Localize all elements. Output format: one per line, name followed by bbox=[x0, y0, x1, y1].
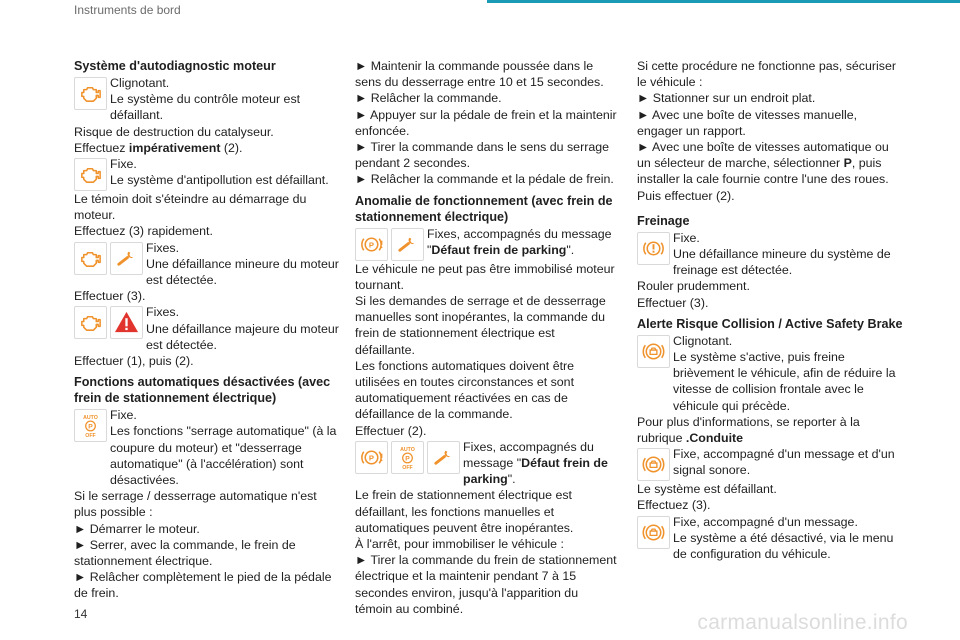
text-line: Effectuer (1), puis (2). bbox=[74, 354, 194, 369]
bullet-step: ► Tirer la commande dans le sens du serrage pendant 2 secondes. bbox=[355, 140, 610, 171]
indicator-row bbox=[74, 156, 342, 191]
bullet-step: ► Tirer la commande du frein de stationnement électrique et la maintenir pendant 7 à 15 secondes environ, jusqu'à l'apparition du témoin au combiné. bbox=[355, 553, 617, 616]
bullet-step: ► Maintenir la commande poussée dans le sens du desserrage entre 10 et 15 secondes. bbox=[355, 59, 604, 90]
heading-parking-brake-fault: Anomalie de fonctionnement (avec frein de stationnement électrique) bbox=[355, 193, 613, 224]
indicator-row bbox=[74, 304, 342, 353]
bullet-step: ► Avec une boîte de vitesses manuelle, engager un rapport. bbox=[637, 107, 858, 138]
heading-collision-alert: Alerte Risque Collision / Active Safety Brake bbox=[637, 316, 903, 331]
text-line: Fixes. bbox=[146, 305, 180, 320]
svg-text:AUTO: AUTO bbox=[83, 415, 98, 422]
text-line: Clignotant. bbox=[673, 333, 733, 348]
engine-warning-icon bbox=[74, 242, 107, 275]
text-line: Fixes. bbox=[146, 240, 180, 255]
svg-text:P: P bbox=[405, 455, 410, 463]
indicator-row bbox=[637, 446, 903, 481]
bullet-step: ► Démarrer le moteur. bbox=[74, 521, 200, 536]
collision-alert-icon bbox=[637, 335, 670, 368]
text-line: Fixe. bbox=[110, 408, 137, 423]
auto-parking-off-icon bbox=[391, 441, 424, 474]
indicator-row bbox=[74, 407, 342, 488]
text-line: Effectuez impérativement (2). bbox=[74, 140, 243, 155]
svg-text:OFF: OFF bbox=[85, 433, 96, 439]
bullet-step: ► Stationner sur un endroit plat. bbox=[637, 91, 816, 106]
wrench-icon bbox=[110, 242, 143, 275]
parking-brake-icon bbox=[355, 441, 388, 474]
indicator-row bbox=[74, 75, 342, 124]
svg-text:P: P bbox=[368, 240, 375, 250]
engine-warning-icon bbox=[74, 306, 107, 339]
text-line: Les fonctions "serrage automatique" (à la coupure du moteur) et "desserrage automatique" (à l'accélération) sont désactivées. bbox=[110, 424, 337, 488]
text-line: Effectuer (3). bbox=[74, 289, 146, 304]
text-line: Effectuez (3) rapidement. bbox=[74, 224, 213, 239]
text-line: Une défaillance mineure du système de freinage est détectée. bbox=[673, 247, 891, 278]
bullet-step: ► Relâcher la commande. bbox=[355, 91, 502, 106]
text-line: Fixes, accompagnés du message "Défaut frein de parking". bbox=[427, 226, 612, 257]
text-line: Clignotant. bbox=[110, 76, 170, 90]
parking-brake-icon bbox=[355, 228, 388, 261]
text-line: Le témoin doit s'éteindre au démarrage du moteur. bbox=[74, 192, 307, 223]
collision-alert-icon bbox=[637, 516, 670, 549]
text-line: Le système est défaillant. bbox=[637, 482, 777, 497]
text-line: Le système d'antipollution est défaillant. bbox=[110, 173, 329, 188]
text-line: À l'arrêt, pour immobiliser le véhicule : bbox=[355, 537, 564, 552]
indicator-row bbox=[637, 230, 903, 279]
text-line: Effectuer (2). bbox=[355, 423, 427, 438]
wrench-icon bbox=[391, 228, 424, 261]
svg-text:AUTO: AUTO bbox=[400, 446, 415, 453]
column-3 bbox=[637, 58, 903, 562]
text-line: Le système s'active, puis freine brièvement le véhicule, afin de réduire la vitesse de collision frontale avec le véhicule qui précède. bbox=[673, 350, 896, 413]
bullet-step: ► Appuyer sur la pédale de frein et la maintenir enfoncée. bbox=[355, 107, 617, 138]
bullet-step: ► Serrer, avec la commande, le frein de stationnement électrique. bbox=[74, 537, 296, 569]
text-line: Si les demandes de serrage et de desserrage manuelles sont inopérantes, la commande du frein de stationnement électrique est défaillante. bbox=[355, 294, 606, 357]
indicator-row bbox=[355, 439, 617, 488]
brake-warning-icon bbox=[637, 232, 670, 265]
warning-triangle-icon bbox=[110, 306, 143, 339]
bullet-step: ► Relâcher complètement le pied de la pédale de frein. bbox=[74, 570, 332, 601]
text-line: Pour plus d'informations, se reporter à la rubrique .Conduite bbox=[637, 414, 860, 446]
bullet-step: ► Avec une boîte de vitesses automatique ou un sélecteur de marche, sélectionner P, puis installer la cale fournie contre l'une des roues. bbox=[637, 140, 889, 187]
text-line: Risque de destruction du catalyseur. bbox=[74, 124, 274, 139]
text-line: Effectuer (3). bbox=[637, 295, 709, 310]
text-line: Fixe. bbox=[673, 230, 700, 245]
text-line: Fixe. bbox=[110, 157, 137, 172]
heading-braking: Freinage bbox=[637, 213, 690, 228]
text-line: Le frein de stationnement électrique est défaillant, les fonctions manuelles et automatiques peuvent être inopérantes. bbox=[355, 488, 574, 535]
column-1 bbox=[74, 58, 342, 602]
engine-warning-icon bbox=[74, 158, 107, 191]
collision-alert-icon bbox=[637, 448, 670, 481]
text-line: Les fonctions automatiques doivent être utilisées en toutes circonstances et sont automatiquement réactivées en cas de défaillance de la commande. bbox=[355, 358, 575, 422]
indicator-row bbox=[637, 514, 903, 563]
header-accent-bar bbox=[487, 0, 960, 3]
engine-warning-icon bbox=[74, 77, 107, 110]
text-line: Le véhicule ne peut pas être immobilisé moteur tournant. bbox=[355, 261, 615, 292]
indicator-row bbox=[74, 240, 342, 289]
section-title: Instruments de bord bbox=[74, 3, 181, 17]
indicator-row bbox=[355, 226, 617, 261]
text-line: Puis effectuer (2). bbox=[637, 188, 735, 203]
page-number: 14 bbox=[74, 607, 88, 621]
bullet-step: ► Relâcher la commande et la pédale de frein. bbox=[355, 172, 614, 187]
heading-engine-diagnostics: Système d'autodiagnostic moteur bbox=[74, 59, 276, 73]
text-line: Fixe, accompagné d'un message. bbox=[673, 514, 858, 529]
svg-text:P: P bbox=[88, 423, 93, 431]
column-2 bbox=[355, 58, 617, 617]
text-line: Fixes, accompagnés du message "Défaut frein de parking". bbox=[463, 439, 608, 487]
text-line: Si le serrage / desserrage automatique n'est plus possible : bbox=[74, 489, 317, 520]
text-line: Une défaillance mineure du moteur est détectée. bbox=[146, 256, 339, 288]
watermark: carmanualsonline.info bbox=[697, 611, 908, 634]
svg-text:OFF: OFF bbox=[402, 464, 413, 470]
text-line: Une défaillance majeure du moteur est détectée. bbox=[146, 321, 339, 352]
text-line: Effectuez (3). bbox=[637, 498, 711, 513]
text-line: Le système a été désactivé, via le menu de configuration du véhicule. bbox=[673, 530, 894, 562]
text-line: Rouler prudemment. bbox=[637, 279, 750, 294]
heading-auto-functions-disabled: Fonctions automatiques désactivées (avec frein de stationnement électrique) bbox=[74, 375, 331, 406]
text-line: Le système du contrôle moteur est défaillant. bbox=[110, 92, 301, 123]
wrench-icon bbox=[427, 441, 460, 474]
text-line: Fixe, accompagné d'un message et d'un signal sonore. bbox=[673, 447, 895, 478]
svg-text:P: P bbox=[368, 453, 375, 463]
indicator-row bbox=[637, 333, 903, 414]
auto-parking-off-icon bbox=[74, 409, 107, 442]
text-line: Si cette procédure ne fonctionne pas, sécuriser le véhicule : bbox=[637, 59, 896, 90]
